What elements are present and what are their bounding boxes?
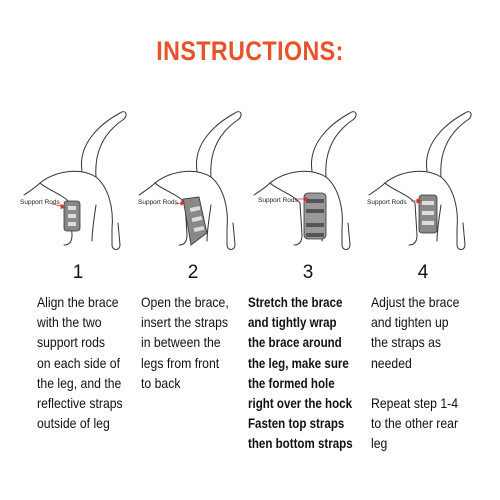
support-rods-label: Support Rods: [20, 199, 60, 206]
step-4-illustration: [365, 95, 481, 270]
instruction-line: needed: [371, 355, 412, 371]
dog-leg-illustration-icon: [365, 95, 481, 270]
instruction-line: to the other rear: [371, 416, 459, 432]
instruction-line: Fasten top straps: [248, 416, 345, 432]
step-number: 4: [417, 262, 429, 283]
dog-leg-illustration-icon: [135, 95, 251, 270]
instructions-title: INSTRUCTIONS:: [156, 36, 344, 66]
step-2-illustration: [135, 95, 251, 270]
step-1-description: [37, 293, 145, 434]
leg-brace-icon: [64, 201, 80, 231]
instruction-line: and tighten up: [371, 315, 449, 331]
instruction-line: to back: [141, 375, 181, 391]
instruction-line: and tightly wrap: [248, 315, 337, 331]
step-4-description: [371, 293, 479, 454]
instruction-line: the straps as: [371, 335, 442, 351]
instruction-line: then bottom straps: [248, 436, 353, 452]
dog-leg-illustration-icon: [250, 95, 366, 270]
dog-leg-illustration-icon: [20, 95, 136, 270]
paragraph-gap: [371, 374, 479, 394]
instruction-line: reflective straps: [37, 396, 123, 412]
instruction-line: Repeat step 1-4: [371, 395, 459, 411]
instruction-line: in between the: [141, 335, 221, 351]
instruction-line: Align the brace: [37, 295, 119, 310]
instruction-line: the leg, and the: [37, 375, 122, 391]
instruction-line: legs from front: [141, 355, 220, 371]
instruction-line: right over the hock: [248, 396, 353, 412]
step-number: 2: [187, 262, 199, 283]
instruction-line: on each side of: [37, 355, 120, 371]
instruction-line: the brace around: [248, 335, 342, 351]
instruction-line: Adjust the brace: [371, 295, 460, 310]
instruction-line: Stretch the brace: [248, 295, 343, 310]
step-3-description: [248, 293, 353, 455]
step-number: 1: [72, 262, 84, 283]
leg-brace-icon: [419, 195, 437, 233]
instruction-line: support rods: [37, 335, 106, 351]
support-rods-label: Support Rods: [258, 197, 298, 204]
step-2-description: [141, 293, 249, 394]
instruction-line: outside of leg: [37, 416, 110, 432]
leg-brace-icon: [304, 193, 326, 239]
instruction-line: Open the brace,: [141, 295, 229, 310]
instruction-line: insert the straps: [141, 315, 229, 331]
support-rods-label: Support Rods: [367, 199, 407, 206]
instruction-line: the formed hole: [248, 375, 335, 391]
instruction-line: leg: [371, 436, 388, 452]
step-3-illustration: [250, 95, 366, 270]
instruction-line: with the two: [37, 315, 102, 331]
instruction-line: the leg, make sure: [248, 355, 349, 371]
support-rods-label: Support Rods: [138, 199, 178, 206]
step-number: 3: [302, 262, 314, 283]
step-1-illustration: [20, 95, 136, 270]
